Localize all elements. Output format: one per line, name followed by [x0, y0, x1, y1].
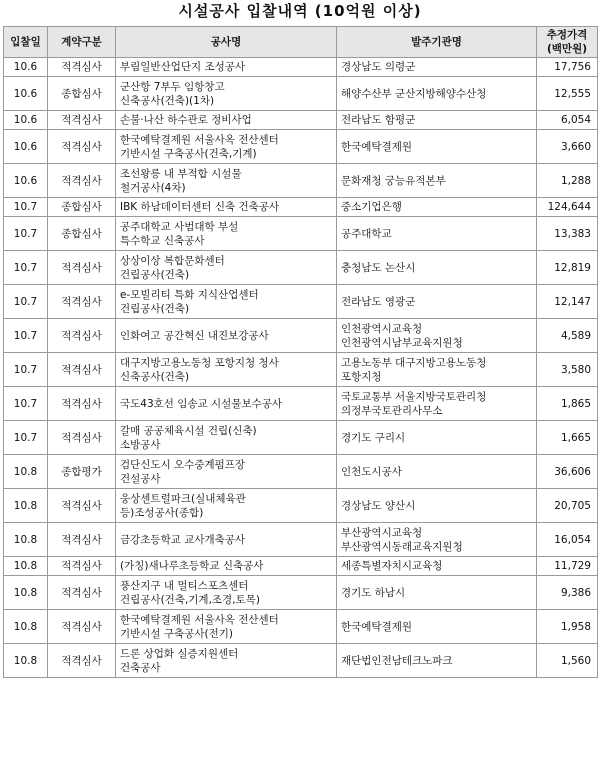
table-row — [4, 77, 598, 111]
project-name-line: 드론 상업화 실증지원센터 — [120, 647, 239, 660]
cell-date: 10.7 — [4, 198, 48, 217]
cell-date: 10.7 — [4, 421, 48, 455]
header-project-name: 공사명 — [116, 27, 337, 58]
cell-date: 10.7 — [4, 353, 48, 387]
cell-price: 16,054 — [537, 523, 598, 557]
agency-line: 경기도 구리시 — [341, 431, 406, 444]
cell-price: 1,865 — [537, 387, 598, 421]
project-name-line: 갈매 공공체육시설 건립(신축) — [120, 424, 257, 437]
table-row — [4, 217, 598, 251]
cell-date: 10.8 — [4, 644, 48, 678]
agency-line: 한국예탁결제원 — [341, 620, 413, 633]
project-name-line: 신축공사(건축) — [120, 370, 190, 383]
cell-price: 11,729 — [537, 557, 598, 576]
agency-line: 한국예탁결제원 — [341, 140, 413, 153]
bid-table — [3, 26, 598, 678]
table-row — [4, 644, 598, 678]
project-name-line: 부림일반산업단지 조성공사 — [120, 61, 246, 73]
table-header-row — [4, 27, 598, 58]
cell-contract-type: 종합평가 — [48, 455, 116, 489]
cell-project-name — [116, 421, 337, 455]
cell-contract-type: 적격심사 — [48, 353, 116, 387]
project-name-line: 군산항 7부두 임항창고 — [120, 80, 225, 93]
cell-price: 1,288 — [537, 164, 598, 198]
cell-project-name — [116, 58, 337, 77]
cell-agency — [337, 523, 537, 557]
cell-agency — [337, 576, 537, 610]
project-name-line: 조선왕릉 내 부적합 시설물 — [120, 167, 242, 180]
cell-price: 12,555 — [537, 77, 598, 111]
agency-line: 경기도 하남시 — [341, 586, 406, 599]
cell-date: 10.7 — [4, 285, 48, 319]
cell-contract-type: 종합심사 — [48, 198, 116, 217]
project-name-line: 건립공사(건축) — [120, 302, 190, 315]
cell-project-name — [116, 644, 337, 678]
table-row — [4, 285, 598, 319]
header-price-label: 추정가격 — [546, 29, 588, 41]
agency-line: 중소기업은행 — [341, 201, 402, 213]
header-agency: 발주기관명 — [337, 27, 537, 58]
cell-agency — [337, 217, 537, 251]
cell-contract-type: 적격심사 — [48, 610, 116, 644]
cell-project-name — [116, 198, 337, 217]
cell-agency — [337, 164, 537, 198]
table-row — [4, 58, 598, 77]
cell-project-name — [116, 489, 337, 523]
cell-contract-type: 적격심사 — [48, 523, 116, 557]
agency-line: 전라남도 영광군 — [341, 295, 416, 308]
header-date: 입찰일 — [4, 27, 48, 58]
cell-contract-type: 적격심사 — [48, 557, 116, 576]
cell-project-name — [116, 353, 337, 387]
table-row — [4, 251, 598, 285]
cell-price: 12,819 — [537, 251, 598, 285]
cell-date: 10.7 — [4, 251, 48, 285]
table-row — [4, 455, 598, 489]
table-row — [4, 130, 598, 164]
cell-project-name — [116, 77, 337, 111]
table-row — [4, 387, 598, 421]
cell-contract-type: 적격심사 — [48, 644, 116, 678]
agency-line: 재단법인전남테크노파크 — [341, 654, 453, 667]
cell-contract-type: 적격심사 — [48, 421, 116, 455]
project-name-line: 상상이상 복합문화센터 — [120, 254, 225, 267]
project-name-line: 건립공사(건축) — [120, 268, 190, 281]
cell-price: 6,054 — [537, 111, 598, 130]
agency-line: 문화재청 궁능유적본부 — [341, 174, 446, 187]
cell-date: 10.7 — [4, 217, 48, 251]
agency-line: 경상남도 양산시 — [341, 499, 416, 512]
header-contract-type: 계약구분 — [48, 27, 116, 58]
agency-line: 충청남도 논산시 — [341, 261, 416, 274]
cell-contract-type: 적격심사 — [48, 58, 116, 77]
project-name-line: 소방공사 — [120, 438, 161, 451]
cell-project-name — [116, 610, 337, 644]
cell-contract-type: 적격심사 — [48, 489, 116, 523]
cell-price: 9,386 — [537, 576, 598, 610]
cell-agency — [337, 251, 537, 285]
agency-line: 부산광역시동래교육지원청 — [341, 540, 463, 553]
cell-date: 10.7 — [4, 387, 48, 421]
cell-date: 10.8 — [4, 557, 48, 576]
cell-date: 10.6 — [4, 164, 48, 198]
cell-price: 1,665 — [537, 421, 598, 455]
project-name-line: 건설공사 — [120, 472, 161, 485]
agency-line: 인천광역시교육청 — [341, 322, 423, 335]
agency-line: 국토교통부 서울지방국토관리청 — [341, 390, 487, 403]
cell-agency — [337, 130, 537, 164]
cell-agency — [337, 285, 537, 319]
project-name-line: 건축공사 — [120, 661, 161, 674]
project-name-line: 신축공사(건축)(1차) — [120, 94, 215, 107]
project-name-line: e-모빌리티 특화 지식산업센터 — [120, 288, 259, 301]
project-name-line: 금강초등학교 교사개축공사 — [120, 533, 246, 546]
agency-line: 고용노동부 대구지방고용노동청 — [341, 356, 487, 369]
table-row — [4, 421, 598, 455]
page-title: 시설공사 입찰내역 (10억원 이상) — [178, 2, 422, 20]
cell-date: 10.6 — [4, 58, 48, 77]
cell-contract-type: 적격심사 — [48, 130, 116, 164]
cell-date: 10.8 — [4, 523, 48, 557]
cell-contract-type: 적격심사 — [48, 387, 116, 421]
project-name-line: (가칭)새나루초등학교 신축공사 — [120, 560, 264, 572]
agency-line: 의정부국토관리사무소 — [341, 404, 443, 417]
cell-date: 10.8 — [4, 576, 48, 610]
project-name-line: 손불·나산 하수관로 정비사업 — [120, 114, 252, 126]
table-row — [4, 198, 598, 217]
cell-date: 10.8 — [4, 610, 48, 644]
project-name-line: 대구지방고용노동청 포항지청 청사 — [120, 356, 279, 369]
cell-price: 12,147 — [537, 285, 598, 319]
cell-agency — [337, 77, 537, 111]
cell-price: 1,560 — [537, 644, 598, 678]
cell-date: 10.8 — [4, 489, 48, 523]
cell-project-name — [116, 455, 337, 489]
project-name-line: 철거공사(4차) — [120, 181, 186, 194]
project-name-line: 기반시설 구축공사(건축,기계) — [120, 147, 257, 160]
cell-agency — [337, 111, 537, 130]
cell-agency — [337, 58, 537, 77]
cell-contract-type: 적격심사 — [48, 111, 116, 130]
header-price-unit: (백만원) — [546, 43, 588, 55]
cell-project-name — [116, 251, 337, 285]
cell-date: 10.6 — [4, 130, 48, 164]
table-row — [4, 557, 598, 576]
cell-date: 10.8 — [4, 455, 48, 489]
project-name-line: 국도43호선 임송교 시설물보수공사 — [120, 397, 283, 410]
project-name-line: 한국예탁결제원 서울사옥 전산센터 — [120, 613, 279, 626]
project-name-line: 등)조성공사(종합) — [120, 506, 204, 519]
table-row — [4, 523, 598, 557]
cell-contract-type: 적격심사 — [48, 164, 116, 198]
project-name-line: IBK 하남데이터센터 신축 건축공사 — [120, 201, 280, 213]
cell-date: 10.6 — [4, 77, 48, 111]
table-row — [4, 576, 598, 610]
cell-price: 4,589 — [537, 319, 598, 353]
project-name-line: 검단신도시 오수중계펌프장 — [120, 458, 246, 471]
cell-agency — [337, 610, 537, 644]
table-row — [4, 353, 598, 387]
cell-date: 10.7 — [4, 319, 48, 353]
cell-agency — [337, 198, 537, 217]
project-name-line: 웅상센트럴파크(실내체육관 — [120, 492, 246, 505]
project-name-line: 한국예탁결제원 서울사옥 전산센터 — [120, 133, 279, 146]
cell-project-name — [116, 164, 337, 198]
table-row — [4, 319, 598, 353]
cell-agency — [337, 557, 537, 576]
table-row — [4, 164, 598, 198]
cell-project-name — [116, 217, 337, 251]
cell-project-name — [116, 523, 337, 557]
cell-agency — [337, 489, 537, 523]
agency-line: 인천광역시남부교육지원청 — [341, 336, 463, 349]
cell-project-name — [116, 130, 337, 164]
cell-contract-type: 적격심사 — [48, 319, 116, 353]
cell-price: 17,756 — [537, 58, 598, 77]
cell-project-name — [116, 387, 337, 421]
agency-line: 해양수산부 군산지방해양수산청 — [341, 87, 487, 100]
agency-line: 부산광역시교육청 — [341, 526, 423, 539]
table-row — [4, 489, 598, 523]
agency-line: 세종특별자치시교육청 — [341, 560, 443, 572]
cell-price: 3,580 — [537, 353, 598, 387]
cell-contract-type: 적격심사 — [48, 576, 116, 610]
cell-price: 36,606 — [537, 455, 598, 489]
cell-project-name — [116, 111, 337, 130]
cell-agency — [337, 353, 537, 387]
project-name-line: 인화여고 공간혁신 내진보강공사 — [120, 329, 269, 342]
cell-contract-type: 종합심사 — [48, 77, 116, 111]
cell-agency — [337, 319, 537, 353]
cell-contract-type: 종합심사 — [48, 217, 116, 251]
cell-date: 10.6 — [4, 111, 48, 130]
cell-price: 20,705 — [537, 489, 598, 523]
cell-agency — [337, 644, 537, 678]
project-name-line: 공주대학교 사범대학 부설 — [120, 220, 239, 233]
header-price — [537, 27, 598, 58]
project-name-line: 건립공사(건축,기계,조경,토목) — [120, 593, 260, 606]
agency-line: 경상남도 의령군 — [341, 61, 416, 73]
cell-agency — [337, 455, 537, 489]
table-row — [4, 111, 598, 130]
agency-line: 전라남도 함평군 — [341, 114, 416, 126]
agency-line: 인천도시공사 — [341, 465, 402, 478]
cell-agency — [337, 421, 537, 455]
cell-project-name — [116, 557, 337, 576]
cell-project-name — [116, 576, 337, 610]
project-name-line: 풍산지구 내 멀티스포츠센터 — [120, 579, 249, 592]
cell-contract-type: 적격심사 — [48, 251, 116, 285]
cell-price: 3,660 — [537, 130, 598, 164]
cell-agency — [337, 387, 537, 421]
cell-price: 13,383 — [537, 217, 598, 251]
table-row — [4, 610, 598, 644]
cell-project-name — [116, 319, 337, 353]
agency-line: 공주대학교 — [341, 227, 392, 240]
cell-price: 1,958 — [537, 610, 598, 644]
project-name-line: 특수학교 신축공사 — [120, 234, 205, 247]
cell-project-name — [116, 285, 337, 319]
cell-price: 124,644 — [537, 198, 598, 217]
agency-line: 포항지청 — [341, 370, 382, 383]
project-name-line: 기반시설 구축공사(전기) — [120, 627, 233, 640]
cell-contract-type: 적격심사 — [48, 285, 116, 319]
